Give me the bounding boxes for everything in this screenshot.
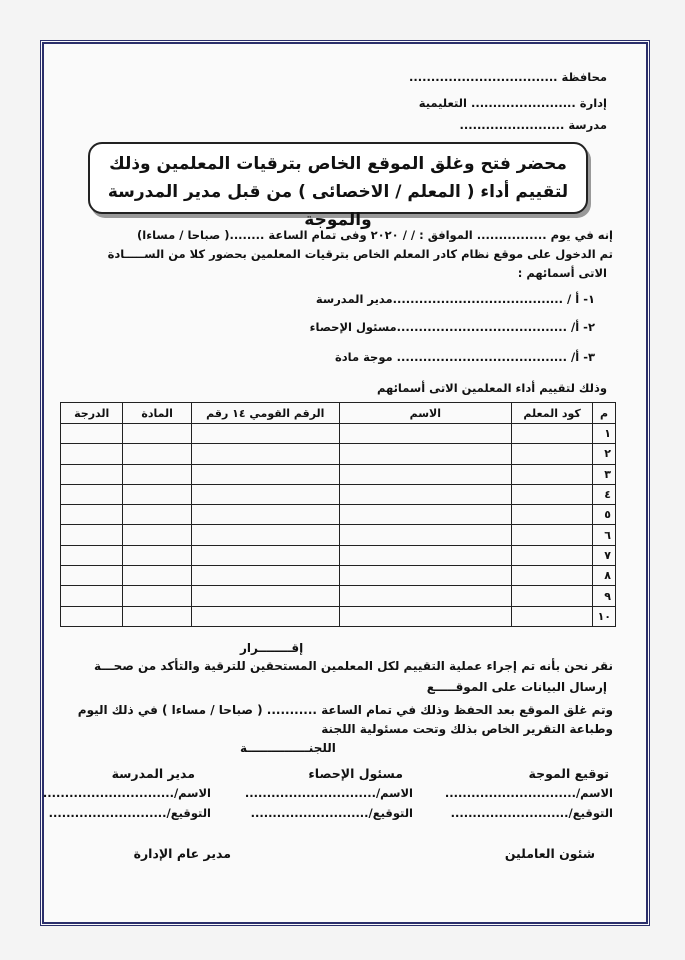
committee-heading: اللجنـــــــــــــــة xyxy=(240,741,336,755)
table-cell xyxy=(123,525,192,545)
table-cell xyxy=(339,424,512,444)
table-row xyxy=(61,464,616,484)
table-row xyxy=(61,606,616,626)
table-cell xyxy=(61,424,123,444)
footer-general-director: مدير عام الإدارة xyxy=(133,846,231,861)
table-cell xyxy=(61,525,123,545)
signature-supervisor-sign: التوقيع/........................... xyxy=(450,806,613,820)
table-cell xyxy=(61,586,123,606)
signature-statistics-title: مسئول الإحصاء xyxy=(308,766,403,781)
table-row xyxy=(61,525,616,545)
table-cell xyxy=(339,525,512,545)
intro-line-3: الاتى أسمائهم : xyxy=(517,266,607,280)
table-cell xyxy=(61,606,123,626)
administration-line: إدارة ........................ التعليمية xyxy=(418,96,607,110)
table-cell xyxy=(191,606,339,626)
signature-principal-title: مدير المدرسة xyxy=(111,766,195,781)
table-cell xyxy=(191,566,339,586)
table-cell xyxy=(339,484,512,504)
table-cell xyxy=(512,505,593,525)
row-number: ٣ xyxy=(593,464,616,484)
title-box xyxy=(88,142,588,230)
declaration-heading: إقــــــــرار xyxy=(240,641,304,655)
title-line-2: لتقييم أداء ( المعلم / الاخصائى ) من قبل مدير المدرسة والموجة xyxy=(107,182,569,230)
table-cell xyxy=(123,586,192,606)
table-cell xyxy=(512,484,593,504)
table-cell xyxy=(61,444,123,464)
table-cell xyxy=(512,444,593,464)
table-cell xyxy=(61,566,123,586)
teachers-table xyxy=(60,402,616,627)
declaration-line-3: وتم غلق الموقع بعد الحفظ وذلك في تمام الساعة ........... ( صباحا / مساءا ) في ذلك اليوم xyxy=(77,703,613,717)
table-cell xyxy=(191,586,339,606)
table-cell xyxy=(123,444,192,464)
signature-supervisor-title: توقيع الموجة xyxy=(528,766,609,781)
table-cell xyxy=(61,464,123,484)
row-number: ٦ xyxy=(593,525,616,545)
table-cell xyxy=(191,505,339,525)
table-cell xyxy=(123,566,192,586)
table-cell xyxy=(339,606,512,626)
table-row xyxy=(61,566,616,586)
row-number: ٨ xyxy=(593,566,616,586)
governorate-line: محافظة .................................. xyxy=(409,70,607,84)
intro-line-1: إنه في يوم ................ الموافق : / / ٢٠٢٠ وفى تمام الساعة ........( صباحا / مساءا) xyxy=(137,228,613,242)
table-cell xyxy=(191,444,339,464)
attendee-1: ١- أ / .......................................مدير المدرسة xyxy=(315,292,595,306)
table-cell xyxy=(339,464,512,484)
table-cell xyxy=(191,424,339,444)
declaration-line-1: نقر نحن بأنه تم إجراء عملية التقييم لكل المعلمين المستحقين للترقية والتأكد من صحـــة xyxy=(93,659,613,673)
table-cell xyxy=(512,545,593,565)
table-row xyxy=(61,545,616,565)
table-cell xyxy=(123,606,192,626)
table-cell xyxy=(123,424,192,444)
row-number: ٧ xyxy=(593,545,616,565)
table-cell xyxy=(512,525,593,545)
table-caption: وذلك لتقييم أداء المعلمين الاتى أسمائهم xyxy=(376,381,607,395)
table-cell xyxy=(339,444,512,464)
signature-principal-name: الاسم/.............................. xyxy=(42,786,211,800)
table-cell xyxy=(512,586,593,606)
table-cell xyxy=(61,484,123,504)
table-row xyxy=(61,484,616,504)
table-cell xyxy=(339,545,512,565)
table-header-row xyxy=(61,403,616,424)
school-line: مدرسة ........................ xyxy=(459,118,607,132)
table-cell xyxy=(123,484,192,504)
table-cell xyxy=(191,484,339,504)
intro-line-2: تم الدخول على موقع نظام كادر المعلم الخاص بترقيات المعلمين بحضور كلا من الســـــادة xyxy=(107,247,613,261)
col-header-grade: الدرجة xyxy=(61,403,123,424)
col-header-teacher-code: كود المعلم xyxy=(512,403,593,424)
row-number: ١٠ xyxy=(593,606,616,626)
row-number: ٢ xyxy=(593,444,616,464)
signature-principal-sign: التوقيع/........................... xyxy=(48,806,211,820)
title-line-1: محضر فتح وغلق الموقع الخاص بترقيات المعلمين وذلك xyxy=(109,154,567,174)
signature-supervisor-name: الاسم/.............................. xyxy=(444,786,613,800)
table-cell xyxy=(339,586,512,606)
col-header-subject: المادة xyxy=(123,403,192,424)
table-cell xyxy=(512,464,593,484)
row-number: ٤ xyxy=(593,484,616,504)
col-header-national-id: الرقم القومي ١٤ رقم xyxy=(191,403,339,424)
row-number: ١ xyxy=(593,424,616,444)
row-number: ٥ xyxy=(593,505,616,525)
row-number: ٩ xyxy=(593,586,616,606)
table-row xyxy=(61,586,616,606)
table-cell xyxy=(339,505,512,525)
attendee-3: ٣- أ/ ....................................... موجة مادة xyxy=(334,350,595,364)
table-cell xyxy=(191,464,339,484)
declaration-line-4: وطباعة التقرير الخاص بذلك وتحت مسئولية اللجنة xyxy=(321,722,613,736)
table-cell xyxy=(512,606,593,626)
attendee-2: ٢- أ/ .......................................مسئول الإحصاء xyxy=(309,320,595,334)
col-header-name: الاسم xyxy=(339,403,512,424)
table-cell xyxy=(191,525,339,545)
table-cell xyxy=(512,424,593,444)
table-row xyxy=(61,424,616,444)
table-cell xyxy=(339,566,512,586)
table-cell xyxy=(61,505,123,525)
declaration-line-2: إرسال البيانات على الموقـــــع xyxy=(426,680,607,694)
table-cell xyxy=(61,545,123,565)
col-header-index: م xyxy=(593,403,616,424)
table-cell xyxy=(123,505,192,525)
signature-statistics-sign: التوقيع/........................... xyxy=(250,806,413,820)
signature-statistics-name: الاسم/.............................. xyxy=(244,786,413,800)
table-cell xyxy=(512,566,593,586)
table-cell xyxy=(123,545,192,565)
table-cell xyxy=(123,464,192,484)
table-cell xyxy=(191,545,339,565)
table-row xyxy=(61,505,616,525)
footer-personnel-affairs: شئون العاملين xyxy=(504,846,595,861)
table-row xyxy=(61,444,616,464)
